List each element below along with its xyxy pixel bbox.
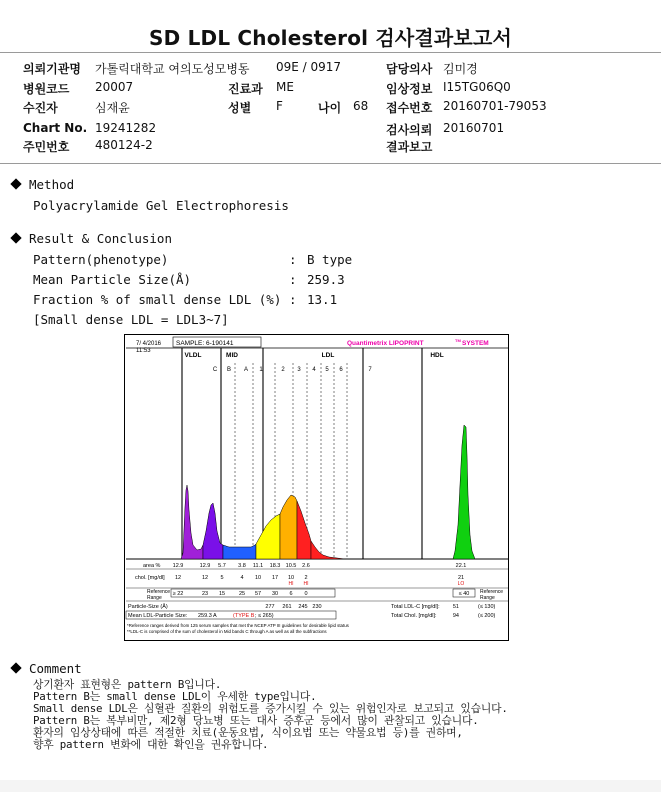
method-heading: Method — [12, 177, 74, 192]
total-chol-value: 94 — [452, 613, 459, 619]
peak-vldl — [181, 485, 203, 559]
label-age: 나이 — [318, 101, 342, 115]
header-divider — [0, 163, 661, 164]
flag-hi: HI — [288, 581, 294, 587]
diamond-bullet-icon — [10, 232, 21, 243]
comment-line: Small dense LDL은 심혈관 질환의 위험도를 증가시킬 수 있는 위험인자로 보고되고 있습니다. — [33, 702, 508, 715]
area-value: 12.9 — [199, 563, 211, 569]
reference-right-label: Reference — [480, 589, 504, 595]
label-resident-no: 주민번호 — [23, 140, 70, 154]
group-label-vldl: VLDL — [184, 352, 202, 359]
label-sex: 성별 — [228, 101, 252, 115]
chol-value: 2 — [304, 575, 308, 581]
label-clinical-info: 임상정보 — [386, 82, 433, 96]
area-label: area % — [143, 563, 161, 569]
chol-value: 17 — [271, 575, 279, 581]
value-institution: 가톨릭대학교 여의도성모병동 — [95, 62, 250, 76]
particle-size-value: 261 — [282, 604, 292, 610]
value-doctor: 김미경 — [443, 62, 478, 76]
value-chart-no: 19241282 — [95, 121, 157, 135]
diamond-bullet-icon — [10, 662, 21, 673]
comment-line: Pattern B는 small dense LDL이 우세한 type입니다. — [33, 690, 317, 703]
brand-tm: TM — [455, 338, 461, 343]
reference-value: ≥ 22 — [172, 591, 184, 597]
report-title: SD LDL Cholesterol 검사결과보고서 — [149, 26, 512, 50]
method-text: Polyacrylamide Gel Electrophoresis — [33, 198, 289, 213]
reference-value: 6 — [289, 591, 293, 597]
value-department: ME — [276, 80, 294, 94]
diamond-bullet-icon — [10, 178, 21, 189]
value-patient: 심재윤 — [95, 101, 130, 115]
value-resident-no: 480124-2 — [95, 138, 153, 152]
reference-value: 15 — [218, 591, 226, 597]
reference-label-1: Reference — [147, 589, 171, 595]
band-label: C — [212, 367, 218, 373]
reference-box-ldl — [171, 589, 335, 597]
footnote-reference: *Reference ranges derived from 125 serum samples that met the NCEP ATP III guidelines for desirable lipid status — [127, 623, 349, 628]
particle-size-value: 245 — [298, 604, 308, 610]
result-row-value: 259.3 — [307, 272, 345, 287]
value-sex: F — [276, 99, 283, 113]
peak-mid-c — [203, 503, 223, 559]
total-ldl-label: Total LDL-C [mg/dl]: — [391, 604, 440, 610]
lipoprint-graph — [125, 335, 508, 640]
area-value: 10.5 — [285, 563, 297, 569]
comment-line: 환자의 임상상태에 따른 적절한 치료(운동요법, 식이요법 또는 약물요법 등)를 권하며, — [33, 726, 463, 739]
print-date: 7/ 4/2016 — [136, 341, 162, 347]
label-report-date: 결과보고 — [386, 140, 433, 154]
label-chart-no: Chart No. — [23, 121, 88, 135]
reference-value: 25 — [238, 591, 246, 597]
area-value: 22.1 — [455, 563, 467, 569]
band-label: 6 — [339, 367, 343, 373]
total-chol-ref: (≤ 200) — [478, 613, 496, 619]
flag-lo: LO — [457, 581, 465, 587]
result-note: [Small dense LDL = LDL3~7] — [33, 312, 229, 327]
total-ldl-ref: (≤ 130) — [478, 604, 496, 610]
peak-ldl-4-7 — [311, 541, 345, 559]
lipoprint-printout — [124, 334, 509, 641]
reference-value: 23 — [201, 591, 209, 597]
value-request-date: 20160701 — [443, 121, 505, 135]
label-patient: 수진자 — [23, 101, 58, 115]
value-ward-code: 09E / 0917 — [276, 60, 342, 74]
mean-size-label: Mean LDL-Particle Size: — [128, 613, 188, 619]
value-receipt-no: 20160701-79053 — [443, 99, 547, 113]
peak-mid-b-a — [223, 544, 256, 559]
band-label: A — [243, 367, 249, 373]
flag-hi: HI — [303, 581, 309, 587]
brand-suffix: SYSTEM — [462, 340, 489, 347]
reference-value-hdl: ≤ 40 — [458, 591, 470, 597]
label-request-date: 검사의뢰 — [386, 123, 433, 137]
group-label-hdl: HDL — [430, 352, 444, 359]
label-doctor: 담당의사 — [386, 62, 433, 76]
reference-right-label: Range — [480, 595, 495, 601]
band-label: 5 — [325, 367, 329, 373]
result-row-label: Mean Particle Size(Å) — [33, 272, 192, 287]
particle-size-label: Particle-Size (Å) — [128, 604, 168, 610]
chol-value: 12 — [174, 575, 182, 581]
band-label: 2 — [281, 367, 285, 373]
peak-ldl-2 — [280, 495, 297, 559]
reference-value: 30 — [271, 591, 279, 597]
reference-label-2: Range — [147, 595, 162, 601]
footnote-ldl: **LDL-C is comprised of the sum of cholesterol in Mid bands C through A as well as all the subfractions — [127, 629, 327, 634]
peak-hdl — [453, 425, 475, 559]
mean-size-type: (TYPE B — [233, 613, 255, 619]
brand-name: Quantimetrix LIPOPRINT — [347, 340, 424, 347]
chol-value: 5 — [220, 575, 224, 581]
label-department: 진료과 — [228, 82, 263, 96]
comment-line: 상기환자 표현형은 pattern B입니다. — [33, 678, 222, 691]
result-row-label: Fraction % of small dense LDL (%) — [33, 292, 282, 307]
label-receipt-no: 접수번호 — [386, 101, 433, 115]
mean-size-value: 259.3 A — [198, 613, 217, 619]
group-label-ldl: LDL — [321, 352, 335, 359]
comment-line: 향후 pattern 변화에 대한 확인을 권유합니다. — [33, 738, 269, 751]
comment-line: Pattern B는 복부비만, 제2형 당뇨병 또는 대사 증후군 등에서 많이 관찰되고 있습니다. — [33, 714, 479, 727]
label-hospital-code: 병원코드 — [23, 82, 70, 96]
area-value: 5.7 — [218, 563, 226, 569]
comment-heading: Comment — [12, 661, 82, 676]
band-label: 7 — [368, 367, 372, 373]
band-label: 1 — [259, 367, 263, 373]
label-institution: 의뢰기관명 — [23, 62, 81, 76]
reference-value: 57 — [254, 591, 262, 597]
band-label: B — [226, 367, 232, 373]
sample-id: SAMPLE: 6-190141 — [176, 340, 234, 347]
value-age: 68 — [353, 99, 369, 113]
title-divider — [0, 52, 661, 53]
peak-ldl-1 — [256, 514, 280, 559]
result-row-colon: : — [289, 292, 297, 307]
total-ldl-value: 51 — [452, 604, 459, 610]
print-time: 11:53 — [136, 348, 151, 354]
band-label: 4 — [312, 367, 316, 373]
area-value: 12.9 — [172, 563, 184, 569]
chol-value: 12 — [201, 575, 209, 581]
chol-value: 4 — [240, 575, 244, 581]
reference-value: 0 — [304, 591, 308, 597]
particle-size-value: 277 — [265, 604, 275, 610]
result-row-colon: : — [289, 252, 297, 267]
area-value: 11.1 — [252, 563, 264, 569]
group-label-mid: MID — [226, 352, 238, 359]
value-clinical-info: I15TG06Q0 — [443, 80, 511, 94]
result-row-value: 13.1 — [307, 292, 338, 307]
chol-value: 10 — [287, 575, 295, 581]
area-value: 18.3 — [269, 563, 281, 569]
result-row-value: B type — [307, 252, 353, 267]
total-chol-label: Total Chol. [mg/dl]: — [391, 613, 437, 619]
area-value: 2.6 — [302, 563, 310, 569]
result-heading: Result & Conclusion — [12, 231, 172, 246]
chol-value: 21 — [457, 575, 465, 581]
particle-size-value: 230 — [312, 604, 322, 610]
chol-value: 10 — [254, 575, 262, 581]
result-row-label: Pattern(phenotype) — [33, 252, 169, 267]
area-value: 3.8 — [238, 563, 246, 569]
result-row-colon: : — [289, 272, 297, 287]
value-hospital-code: 20007 — [95, 80, 134, 94]
peak-ldl-3 — [297, 501, 311, 559]
mean-size-ref: ; ≤ 265) — [255, 613, 274, 619]
band-label: 3 — [297, 367, 301, 373]
chol-label: chol. [mg/dl] — [135, 575, 165, 581]
